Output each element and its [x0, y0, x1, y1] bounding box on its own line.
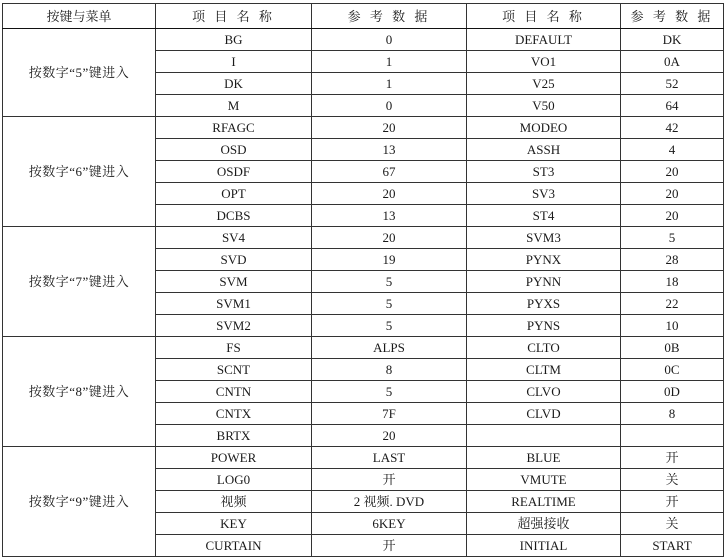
header-reference-data: 参 考 数 据 [621, 4, 724, 29]
item-name-cell: PYNN [467, 271, 621, 293]
reference-value-cell: DK [621, 29, 724, 51]
item-name-cell: I [156, 51, 312, 73]
reference-value-cell: 0B [621, 337, 724, 359]
group-label: 按数字“8”键进入 [3, 337, 156, 447]
item-name-cell: PYNX [467, 249, 621, 271]
item-name-cell: SVM1 [156, 293, 312, 315]
reference-value-cell: 28 [621, 249, 724, 271]
item-name-cell: 超强接收 [467, 513, 621, 535]
reference-value-cell: 4 [621, 139, 724, 161]
reference-value-cell: 5 [312, 315, 467, 337]
reference-value-cell: 关 [621, 513, 724, 535]
table-row [3, 227, 724, 249]
table-row [3, 117, 724, 139]
item-name-cell: CLVO [467, 381, 621, 403]
item-name-cell: CNTX [156, 403, 312, 425]
reference-value-cell: 52 [621, 73, 724, 95]
item-name-cell: DEFAULT [467, 29, 621, 51]
reference-value-cell: START [621, 535, 724, 557]
item-name-cell: CLVD [467, 403, 621, 425]
item-name-cell: OSDF [156, 161, 312, 183]
reference-value-cell: 7F [312, 403, 467, 425]
reference-value-cell: 20 [312, 227, 467, 249]
item-name-cell: ST4 [467, 205, 621, 227]
reference-value-cell: 8 [312, 359, 467, 381]
item-name-cell: CURTAIN [156, 535, 312, 557]
reference-value-cell: 20 [621, 205, 724, 227]
group-label: 按数字“9”键进入 [3, 447, 156, 557]
reference-value-cell: 18 [621, 271, 724, 293]
reference-value-cell: 22 [621, 293, 724, 315]
item-name-cell: SV3 [467, 183, 621, 205]
table-row [3, 337, 724, 359]
reference-value-cell: 13 [312, 139, 467, 161]
reference-value-cell: 13 [312, 205, 467, 227]
reference-value-cell: 20 [312, 117, 467, 139]
item-name-cell: VMUTE [467, 469, 621, 491]
item-name-cell: KEY [156, 513, 312, 535]
item-name-cell: OSD [156, 139, 312, 161]
item-name-cell: REALTIME [467, 491, 621, 513]
item-name-cell: RFAGC [156, 117, 312, 139]
item-name-cell: POWER [156, 447, 312, 469]
item-name-cell: VO1 [467, 51, 621, 73]
reference-value-cell: 0C [621, 359, 724, 381]
item-name-cell: 视频 [156, 491, 312, 513]
reference-value-cell: 20 [312, 183, 467, 205]
parameter-table [2, 3, 724, 557]
item-name-cell [467, 425, 621, 447]
header-key-menu: 按键与菜单 [3, 4, 156, 29]
item-name-cell: M [156, 95, 312, 117]
item-name-cell: FS [156, 337, 312, 359]
reference-value-cell: 20 [621, 183, 724, 205]
item-name-cell: ASSH [467, 139, 621, 161]
reference-value-cell: 0 [312, 29, 467, 51]
reference-value-cell: 1 [312, 73, 467, 95]
item-name-cell: DK [156, 73, 312, 95]
reference-value-cell: 0A [621, 51, 724, 73]
reference-value-cell: 关 [621, 469, 724, 491]
reference-value-cell: 开 [621, 447, 724, 469]
item-name-cell: MODEO [467, 117, 621, 139]
reference-value-cell: 开 [312, 535, 467, 557]
item-name-cell: CNTN [156, 381, 312, 403]
reference-value-cell: 10 [621, 315, 724, 337]
item-name-cell: SVM2 [156, 315, 312, 337]
item-name-cell: BG [156, 29, 312, 51]
item-name-cell: CLTM [467, 359, 621, 381]
group-label: 按数字“7”键进入 [3, 227, 156, 337]
item-name-cell: LOG0 [156, 469, 312, 491]
item-name-cell: INITIAL [467, 535, 621, 557]
item-name-cell: ST3 [467, 161, 621, 183]
reference-value-cell: 67 [312, 161, 467, 183]
item-name-cell: SV4 [156, 227, 312, 249]
item-name-cell: SVM [156, 271, 312, 293]
item-name-cell: BLUE [467, 447, 621, 469]
item-name-cell: SCNT [156, 359, 312, 381]
table-body [3, 29, 724, 557]
reference-value-cell: 5 [312, 271, 467, 293]
item-name-cell: BRTX [156, 425, 312, 447]
reference-value-cell: 5 [312, 293, 467, 315]
reference-value-cell: LAST [312, 447, 467, 469]
table-row [3, 29, 724, 51]
reference-value-cell: 6KEY [312, 513, 467, 535]
reference-value-cell: 42 [621, 117, 724, 139]
table-row [3, 447, 724, 469]
item-name-cell: PYNS [467, 315, 621, 337]
reference-value-cell: 开 [621, 491, 724, 513]
reference-value-cell [621, 425, 724, 447]
item-name-cell: V50 [467, 95, 621, 117]
group-label: 按数字“5”键进入 [3, 29, 156, 117]
header-item-name: 项 目 名 称 [467, 4, 621, 29]
reference-value-cell: 5 [621, 227, 724, 249]
reference-value-cell: 20 [621, 161, 724, 183]
item-name-cell: OPT [156, 183, 312, 205]
header-item-name: 项 目 名 称 [156, 4, 312, 29]
reference-value-cell: 5 [312, 381, 467, 403]
header-row [3, 4, 724, 29]
item-name-cell: DCBS [156, 205, 312, 227]
header-reference-data: 参 考 数 据 [312, 4, 467, 29]
reference-value-cell: 8 [621, 403, 724, 425]
reference-value-cell: 2 视频. DVD [312, 491, 467, 513]
reference-value-cell: 64 [621, 95, 724, 117]
item-name-cell: SVM3 [467, 227, 621, 249]
reference-value-cell: 20 [312, 425, 467, 447]
reference-value-cell: ALPS [312, 337, 467, 359]
reference-value-cell: 1 [312, 51, 467, 73]
item-name-cell: SVD [156, 249, 312, 271]
reference-value-cell: 0D [621, 381, 724, 403]
reference-value-cell: 19 [312, 249, 467, 271]
item-name-cell: CLTO [467, 337, 621, 359]
item-name-cell: PYXS [467, 293, 621, 315]
reference-value-cell: 0 [312, 95, 467, 117]
group-label: 按数字“6”键进入 [3, 117, 156, 227]
reference-value-cell: 开 [312, 469, 467, 491]
item-name-cell: V25 [467, 73, 621, 95]
